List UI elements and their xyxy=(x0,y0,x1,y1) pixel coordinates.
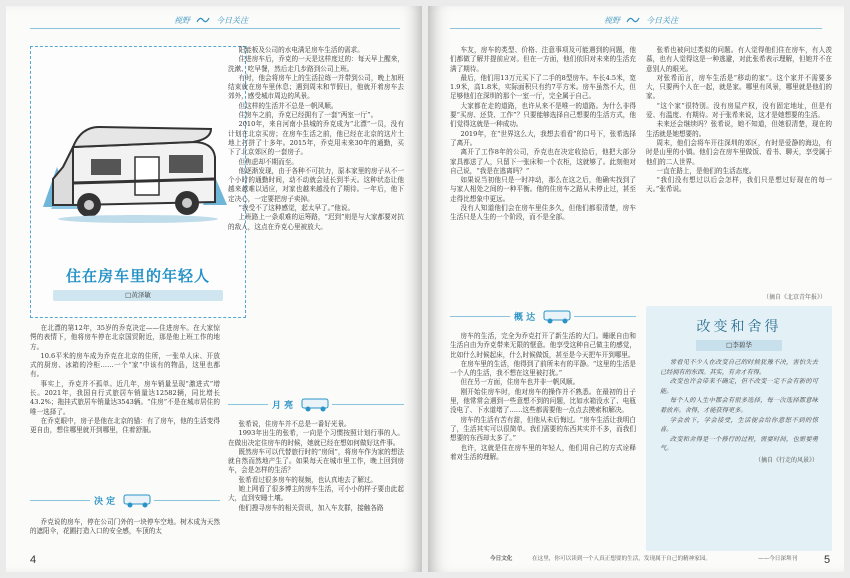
paragraph: 阳能板及公司的水电满足房车生活的需求。 xyxy=(238,46,364,54)
paragraph: 他逐渐发现，由于各种不可抗力，原本家里的房子从不一个小时的通勤时间，动不动就会延长到半天。这种状态让他越来越难以适应，对家也越来越没有了期待。一年后，他下定决心，一定要把房子卖掉。 xyxy=(228,166,404,203)
section-rule xyxy=(332,404,404,405)
sidebar-author: □李碧华 xyxy=(696,340,782,351)
paragraph: 房车的生活，完全为乔克打开了新生活的大门。睡眠自由和生活自由为乔克带来无限的惬意。他享受这种自己做主的感觉，比如什么时候起床，什么时候做饭，甚至是今天把车开到哪里。 xyxy=(450,332,636,359)
paragraph: 刚开始住房车时，他对房车的操作并不熟悉。在最初的日子里，他常常会遇到一些意想不到的问题，比如水箱没水了、电瓶没电了、下水道堵了……这些都需要他一点点去摸索和解决。 xyxy=(450,387,636,415)
header-section: 视野 xyxy=(604,15,620,25)
paragraph: 有时，他会将房车上的生活拉练一并带到公司，晚上加班结束就在房车里休息；遇到周末和节假日，他就开着房车去郊外，感受城市周边的风景。 xyxy=(228,73,404,101)
section-rule xyxy=(154,500,220,501)
wave-icon xyxy=(626,15,640,25)
paragraph: 房车的生活有苦有甜，但他从未后悔过。“房车生活让我明白了，生活其实可以很简单。我们需要的东西其实并不多，而我们想要的东西却太多了。” xyxy=(450,415,636,443)
section-title: 决 定 xyxy=(94,496,116,507)
left-column-a2 xyxy=(30,518,220,556)
header-column: 今日关注 xyxy=(216,15,248,25)
header-rule xyxy=(450,28,822,29)
paragraph: 在乔克眼中，房子是他在北京的锚：有了房车，他的生活变得更自由，想住哪里就开到哪里，住着舒服。 xyxy=(30,416,220,435)
sidebar-source: （摘自《行走的风景》） xyxy=(754,456,818,464)
rv-illustration xyxy=(43,87,233,227)
footer-brand: 今日文化 xyxy=(490,556,513,562)
left-column-a xyxy=(30,324,220,492)
paragraph: 没有人知道他们会在房车里住多久，但他们都很清楚，房车生活只是人生的一个阶段，而不是全部。 xyxy=(450,204,636,222)
paragraph: 住房车之前，乔克已经拥有了一套“两室一厅”。 xyxy=(238,111,378,120)
paragraph: 如果说当初他只是一时冲动，那么在这之后，他确实找到了与家人相处之间的一种平衡。他的住房车之路从未停止过，甚至走得比想象中更远。 xyxy=(450,176,636,203)
header-rule xyxy=(30,28,400,29)
page-number-right: 5 xyxy=(824,554,831,566)
section-title: 月 亮 xyxy=(272,400,294,411)
paragraph: 2019年，在“世界这么大，我想去看看”的口号下，张希选择了离开。 xyxy=(450,129,636,147)
paragraph: 但在另一方面，住房车也并非一帆风顺。 xyxy=(460,378,580,387)
paragraph: 一直在路上，是他们的生活态度。 xyxy=(656,166,756,175)
paragraph: 张希看过很多房车的视频，也认真地去了解过。 xyxy=(238,475,378,484)
sidebar-title: 改变和舍得 xyxy=(696,319,782,335)
right-column-a2 xyxy=(450,332,636,550)
paragraph: 常看见不少人在改变自己的时候犹豫不决，害怕失去已经拥有的东西。其实，有舍才有得。 xyxy=(660,359,818,376)
paragraph: 最后，他们用13万元买下了二手的8型房车。车长4.5米，宽1.9米，高1.8米，实际面积只有约7平方米。房车虽然不大，但足够他们在深圳的那个一室一厅，完全属于自己。 xyxy=(450,73,636,101)
section-title: 概 达 xyxy=(514,312,536,323)
rv-mini-icon xyxy=(541,308,575,324)
paragraph: 他们搜寻房车的相关资讯，加入车友群，接触各路 xyxy=(238,503,384,512)
paragraph: 学会放下，学会接受，生活便会给你意想不到的惊喜。 xyxy=(660,416,818,434)
paragraph: 但焦虑却不期而至。 xyxy=(238,157,298,166)
section-rule xyxy=(450,316,510,317)
footer-slogan: 在这里，你可以读到一个人真正想要的生活，发现属于自己的精神家园。 xyxy=(532,556,712,562)
rv-mini-icon xyxy=(299,396,333,412)
rv-mini-icon xyxy=(121,492,155,508)
paragraph: “我们没有想过以后会怎样，我们只是想过好现在的每一天。”张希说。 xyxy=(646,176,832,194)
left-column-b2 xyxy=(228,420,404,552)
paragraph: 住进房车后，乔克的一天是这样度过的：每天早上醒来，洗漱、吃早餐，然后走几步路到公司上班。 xyxy=(228,55,404,73)
header-section: 视野 xyxy=(174,15,190,25)
footer-publisher: ——今日深圳刊 xyxy=(758,556,798,562)
paragraph: “这个家”很特别。没有房屋产权，没有固定地址，但是有爱、有温度、有期待。对于张希来说，这才是她想要的生活。 xyxy=(646,101,832,120)
paragraph: 在房车里的生活，他得到了前所未有的平静。“这里的生活是一个人的生活，我不想在这里被打扰。” xyxy=(450,359,636,378)
paragraph: 大家都在走的道路，也许从来不是唯一的道路。为什么非得要“买房、还贷、工作”？只要能够选择自己想要的生活方式，他们觉得这就是一种成功。 xyxy=(450,101,636,129)
right-header xyxy=(604,12,678,28)
left-column-b xyxy=(228,46,404,376)
paragraph: 车友，房车的类型、价格、注意事项及可能遇到的问题，他们都做了解并提前应对。但在一方面，他们依旧对未来的生活充满了期待。 xyxy=(450,46,636,73)
section-decision xyxy=(94,492,155,508)
paragraph: 既然房车可以代替旅行时的“房间”，将房车作为家的想法就自然而然地产生了。如果每天在城市里工作，晚上回到房车，会是怎样的生活？ xyxy=(228,447,404,475)
right-column-b xyxy=(646,46,832,290)
paragraph: 未来还会继续吗？张希说，她不知道，但她很清楚，现在的生活就是她想要的。 xyxy=(646,120,832,138)
wave-icon xyxy=(196,15,210,25)
paragraph: 2010年，来自河南小县城的乔克成为“北漂”一员，没有计划在北京买房；在房车生活之前，他已经在北京的这片土地上打拼了十多年。2015年，乔克用未来30年的通勤，买下了北京郊区的一套房子。 xyxy=(228,120,404,157)
paragraph: 10.6平米的房车成为乔克在北京的住所，一张单人床、开放式的厨房、冰箱的冷柜……一个“家”中该有的物品，这里也都有。 xyxy=(30,351,220,379)
feature-author: □黄泽敏 xyxy=(53,290,223,301)
paragraph: 也许，这就是住在房车里的年轻人，他们用自己的方式诠释着对生活的理解。 xyxy=(450,443,636,461)
paragraph: 在北漂的第12年，35岁的乔克决定——住进房车。在大家惊愕的表情下，他将房车停在北京国贸附近，那是他上班工作的地方。 xyxy=(30,324,220,351)
paragraph: 但这样的生活并不总是一帆风顺。 xyxy=(238,101,338,110)
paragraph: 乔克说的房车，停在公司门外的一块停车空地。树木成为天然的遮阳伞，花圃打造入口的安全感，车顶的太 xyxy=(30,518,220,536)
section-rule xyxy=(228,404,268,405)
section-overview xyxy=(514,308,575,324)
sidebar-box xyxy=(646,306,832,551)
left-page xyxy=(6,6,422,572)
section-rule xyxy=(30,500,90,501)
paragraph: 1993年出生的张希，一向是个习惯按照计划行事的人。在做出决定住房车的时候，她就已经在想如何做好这件事。 xyxy=(228,429,404,447)
paragraph: 事实上，乔克并不孤单。近几年，房车销量呈现“激进式”增长。2021年，我国自行式旅居车销量达12582辆，同比增长43.2%；拖挂式旅居车销量达3543辆。“住房”不是在城市居住的唯一选择了。 xyxy=(30,379,220,416)
section-moon xyxy=(272,396,333,412)
header-column: 今日关注 xyxy=(646,15,678,25)
paragraph: 改变也许会带来不确定，但不改变一定不会有新的可能。 xyxy=(660,378,818,395)
article-credit: （摘自《北京青年报》） xyxy=(762,294,826,301)
paragraph: 张希也被问过类似的问题。有人觉得他们住在房车，有人羡慕，也有人觉得这是一种逃避，对此张希表示理解，但她并不在意别人的眼光。 xyxy=(646,46,832,73)
paragraph: 周末，他们会将车开往深圳的郊区，有时是爱静的海边，有时是山里的小镇。他们会在房车里做饭、看书、聊天，享受属于他们的二人世界。 xyxy=(646,138,832,166)
paragraph: 改变和舍得是一个修行的过程，需要时间，也需要勇气。 xyxy=(660,435,818,453)
paragraph: 上班路上一条艰难的运筹路，“迟到”则是与大家都要对抗的敌人，这点在乔克心里被放大。 xyxy=(228,213,404,231)
paragraph: “我受不了这种感觉，起太早了。”他说。 xyxy=(238,204,355,213)
paragraph: 离开了工作8年的公司，乔克也在决定收拾后，他把大部分家具都送了人，只留下一张床和一个衣柜，这就够了。此刻他对自己说，“我是在逃离吗？” xyxy=(450,148,636,175)
paragraph: 张希说，住房车并不总是一番好光景。 xyxy=(238,420,351,428)
section-rule xyxy=(574,316,636,317)
feature-title: 住在房车里的年轻人 xyxy=(65,267,210,285)
right-page xyxy=(428,6,844,572)
paragraph: 对张希而言，房车生活是“移动的家”。这个家并不需要多大，只要两个人在一起，就是家。哪里有风景，哪里就是他们的家。 xyxy=(646,73,832,101)
sidebar-body xyxy=(660,358,818,466)
paragraph: 她上网看了很多博主的房车生活，可小小的样子要由此起大，直到安睡土壤。 xyxy=(228,485,404,503)
paragraph: 每个人的人生中都会有很多选择，每一次选择都意味着放弃。舍得，才能获得更多。 xyxy=(660,397,818,414)
page-number-left: 4 xyxy=(30,554,37,566)
left-header xyxy=(174,12,248,28)
right-column-a xyxy=(450,46,636,310)
feature-box xyxy=(30,46,246,318)
